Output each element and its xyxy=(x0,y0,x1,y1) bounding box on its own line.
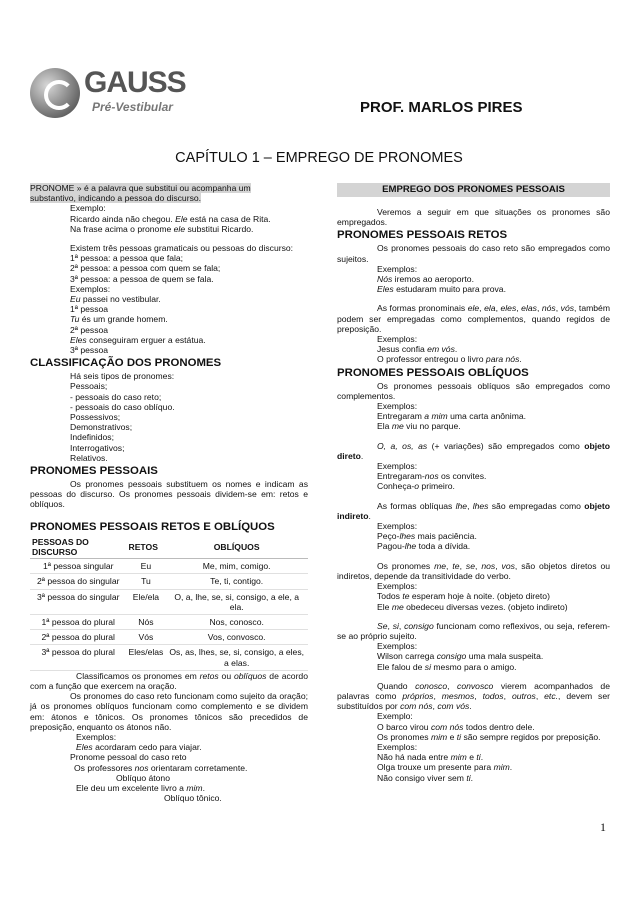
column-header: RETOS xyxy=(126,536,165,559)
table-header-row xyxy=(30,536,308,559)
table-cell: Vos, convosco. xyxy=(165,630,308,645)
list-item: - pessoais do caso reto; xyxy=(70,391,162,402)
list-item: Eu passei no vestibular. xyxy=(70,294,161,305)
paragraph: Se, si, consigo funcionam como reflexivos, ou seja, referem-se ao próprio sujeito. xyxy=(337,620,611,641)
paragraph: Os pronomes me, te, se, nos, vos, são objetos diretos ou indiretos, depende da transitividade do verbo. xyxy=(337,560,611,581)
gauss-logo xyxy=(30,62,186,132)
example-label: Exemplos: xyxy=(377,581,418,592)
example-text: Entregaram-nos os convites. xyxy=(377,471,487,482)
example-note: Pronome pessoal do caso reto xyxy=(70,752,187,763)
example-label: Exemplos: xyxy=(377,641,418,652)
paragraph: Os pronomes pessoais oblíquos são empregados como complementos. xyxy=(337,380,610,401)
example-text: Os professores nos orientaram corretamente. xyxy=(74,762,248,773)
list-item: Interrogativos; xyxy=(70,442,125,453)
example-label: Exemplos: xyxy=(377,401,418,412)
table-row xyxy=(30,614,308,629)
example-text: Na frase acima o pronome ele substitui Ricardo. xyxy=(70,223,254,234)
table-cell: 3ª pessoa do plural xyxy=(30,645,126,670)
heading-table: PRONOMES PESSOAIS RETOS E OBLÍQUOS xyxy=(30,520,275,533)
table-cell: 3ª pessoa do singular xyxy=(30,589,126,614)
table-cell: Ele/ela xyxy=(126,589,165,614)
example-text: Ricardo ainda não chegou. Ele está na casa de Rita. xyxy=(70,213,271,224)
definition-line-2: substantivo, indicando a pessoa do discurso. xyxy=(30,193,202,204)
list-item: Pessoais; xyxy=(70,381,108,392)
list-item: Eles conseguiram erguer a estátua. xyxy=(70,334,206,345)
example-text: Não consigo viver sem ti. xyxy=(377,772,474,783)
paragraph: As formas oblíquas lhe, lhes são empregadas como objeto indireto. xyxy=(337,500,610,521)
table-row xyxy=(30,559,308,574)
example-text: Conheça-o primeiro. xyxy=(377,481,455,492)
example-text: Jesus confia em vós. xyxy=(377,344,458,355)
paragraph: Os pronomes do caso reto funcionam como sujeito da oração; já os pronomes oblíquos funcionam como complemento e se dividem em: átonos e tônicos. Os pronomes tônicos são precedidos de preposição, enquanto os átonos não. xyxy=(30,691,308,732)
paragraph: Classificamos os pronomes em retos ou oblíquos de acordo com a função que exercem na oração. xyxy=(30,670,308,691)
page-number: 1 xyxy=(600,820,606,834)
paragraph: O, a, os, as (+ variações) são empregados como objeto direto. xyxy=(337,440,610,461)
example-text: O professor entregou o livro para nós. xyxy=(377,354,522,365)
example-label: Exemplos: xyxy=(377,461,418,472)
table-cell: 2ª pessoa do singular xyxy=(30,574,126,589)
list-item: Relativos. xyxy=(70,452,108,463)
example-text: Pagou-lhe toda a dívida. xyxy=(377,541,471,552)
example-label: Exemplos: xyxy=(76,731,117,742)
list-item: Demonstrativos; xyxy=(70,422,133,433)
example-text: Eles acordaram cedo para viajar. xyxy=(76,742,202,753)
logo-subtitle: Pré-Vestibular xyxy=(92,100,173,114)
paragraph: Os pronomes pessoais do caso reto são empregados como sujeitos. xyxy=(337,243,610,264)
table-cell: Nos, conosco. xyxy=(165,614,308,629)
example-text: Ele deu um excelente livro a mim. xyxy=(76,782,205,793)
example-text: Ele falou de si mesmo para o amigo. xyxy=(377,661,517,672)
list-item: 2ª pessoa xyxy=(70,324,109,335)
right-column xyxy=(337,183,610,783)
paragraph: As formas pronominais ele, ela, eles, elas, nós, vós, também podem ser empregadas como complementos, quando regidos de preposição. xyxy=(337,303,610,334)
example-label: Exemplos: xyxy=(377,263,418,274)
table-row xyxy=(30,630,308,645)
example-text: Peço-lhes mais paciência. xyxy=(377,531,477,542)
table-cell: 2ª pessoa do plural xyxy=(30,630,126,645)
example-label: Exemplos: xyxy=(377,334,418,345)
example-text: Ela me viu no parque. xyxy=(377,421,461,432)
table-cell: Eles/elas xyxy=(126,645,165,670)
example-text: Não há nada entre mim e ti. xyxy=(377,752,484,763)
table-cell: Vós xyxy=(126,630,165,645)
heading-obliquos: PRONOMES PESSOAIS OBLÍQUOS xyxy=(337,366,529,379)
paragraph: Os pronomes pessoais substituem os nomes e indicam as pessoas do discurso. Os pronomes pessoais dividem-se em: retos e oblíquos. xyxy=(30,479,308,510)
list-item: Exemplos: xyxy=(70,283,111,294)
example-text: Wilson carrega consigo uma mala suspeita. xyxy=(377,651,544,662)
example-note: Oblíquo átono xyxy=(116,772,170,783)
table-cell: 1ª pessoa singular xyxy=(30,559,126,574)
list-item: Tu és um grande homem. xyxy=(70,314,168,325)
logo-brand: GAUSS xyxy=(84,66,186,99)
list-item: Indefinidos; xyxy=(70,432,114,443)
list-item: - pessoais do caso oblíquo. xyxy=(70,401,175,412)
heading-pronomes-pessoais: PRONOMES PESSOAIS xyxy=(30,465,158,478)
list-item: Há seis tipos de pronomes: xyxy=(70,371,175,382)
table-row xyxy=(30,574,308,589)
table-cell: Nós xyxy=(126,614,165,629)
list-item: 3ª pessoa: a pessoa de quem se fala. xyxy=(70,273,214,284)
heading-retos: PRONOMES PESSOAIS RETOS xyxy=(337,229,508,242)
paragraph: Veremos a seguir em que situações os pronomes são empregados. xyxy=(337,207,610,228)
definition-line-1: PRONOME » é a palavra que substitui ou acompanha um xyxy=(30,183,251,193)
column-header: PESSOAS DO DISCURSO xyxy=(30,536,126,559)
list-item: 2ª pessoa: a pessoa com quem se fala; xyxy=(70,263,221,274)
table-cell: Me, mim, comigo. xyxy=(165,559,308,574)
list-item: 3ª pessoa xyxy=(70,345,109,356)
example-label: Exemplos: xyxy=(377,521,418,532)
left-column xyxy=(30,183,308,803)
example-label: Exemplo: xyxy=(70,203,106,214)
chapter-title: CAPÍTULO 1 – EMPREGO DE PRONOMES xyxy=(175,150,463,166)
heading-classificacao: CLASSIFICAÇÃO DOS PRONOMES xyxy=(30,357,222,370)
pessoas-intro: Existem três pessoas gramaticais ou pessoas do discurso: xyxy=(70,243,294,254)
example-text: Entregaram a mim uma carta anônima. xyxy=(377,411,527,422)
paragraph: Quando conosco, convosco vierem acompanhados de palavras como próprios, mesmos, todos, outros, etc., devem ser substituídos por com nós, com vós. xyxy=(337,680,611,712)
table-row xyxy=(30,645,308,670)
column-header: OBLÍQUOS xyxy=(165,536,308,559)
example-text: Todos te esperam hoje à noite. (objeto direto) xyxy=(377,591,550,602)
table-row xyxy=(30,589,308,614)
author-name: PROF. MARLOS PIRES xyxy=(360,99,523,116)
example-label: Exemplos: xyxy=(377,741,418,752)
table-cell: 1ª pessoa do plural xyxy=(30,614,126,629)
table-cell: Os, as, lhes, se, si, consigo, a eles, a elas. xyxy=(165,645,308,670)
table-cell: O, a, lhe, se, si, consigo, a ele, a ela. xyxy=(165,589,308,614)
table-cell: Te, ti, contigo. xyxy=(165,574,308,589)
section-band: EMPREGO DOS PRONOMES PESSOAIS xyxy=(337,183,610,197)
logo-emblem-icon xyxy=(30,68,80,118)
example-label: Exemplo: xyxy=(377,711,413,722)
list-item: 1ª pessoa xyxy=(70,304,109,315)
example-text: Nós iremos ao aeroporto. xyxy=(377,274,474,285)
example-text: O barco virou com nós todos dentro dele. xyxy=(377,721,535,732)
list-item: 1ª pessoa: a pessoa que fala; xyxy=(70,253,184,264)
table-cell: Tu xyxy=(126,574,165,589)
example-text: Olga trouxe um presente para mim. xyxy=(377,762,513,773)
list-item: Possessivos; xyxy=(70,412,121,423)
example-text: Ele me obedeceu diversas vezes. (objeto indireto) xyxy=(377,601,568,612)
pronouns-table xyxy=(30,536,308,671)
example-note: Oblíquo tônico. xyxy=(164,793,222,804)
example-text: Eles estudaram muito para prova. xyxy=(377,284,506,295)
table-cell: Eu xyxy=(126,559,165,574)
example-text: Os pronomes mim e ti são sempre regidos por preposição. xyxy=(377,731,601,742)
